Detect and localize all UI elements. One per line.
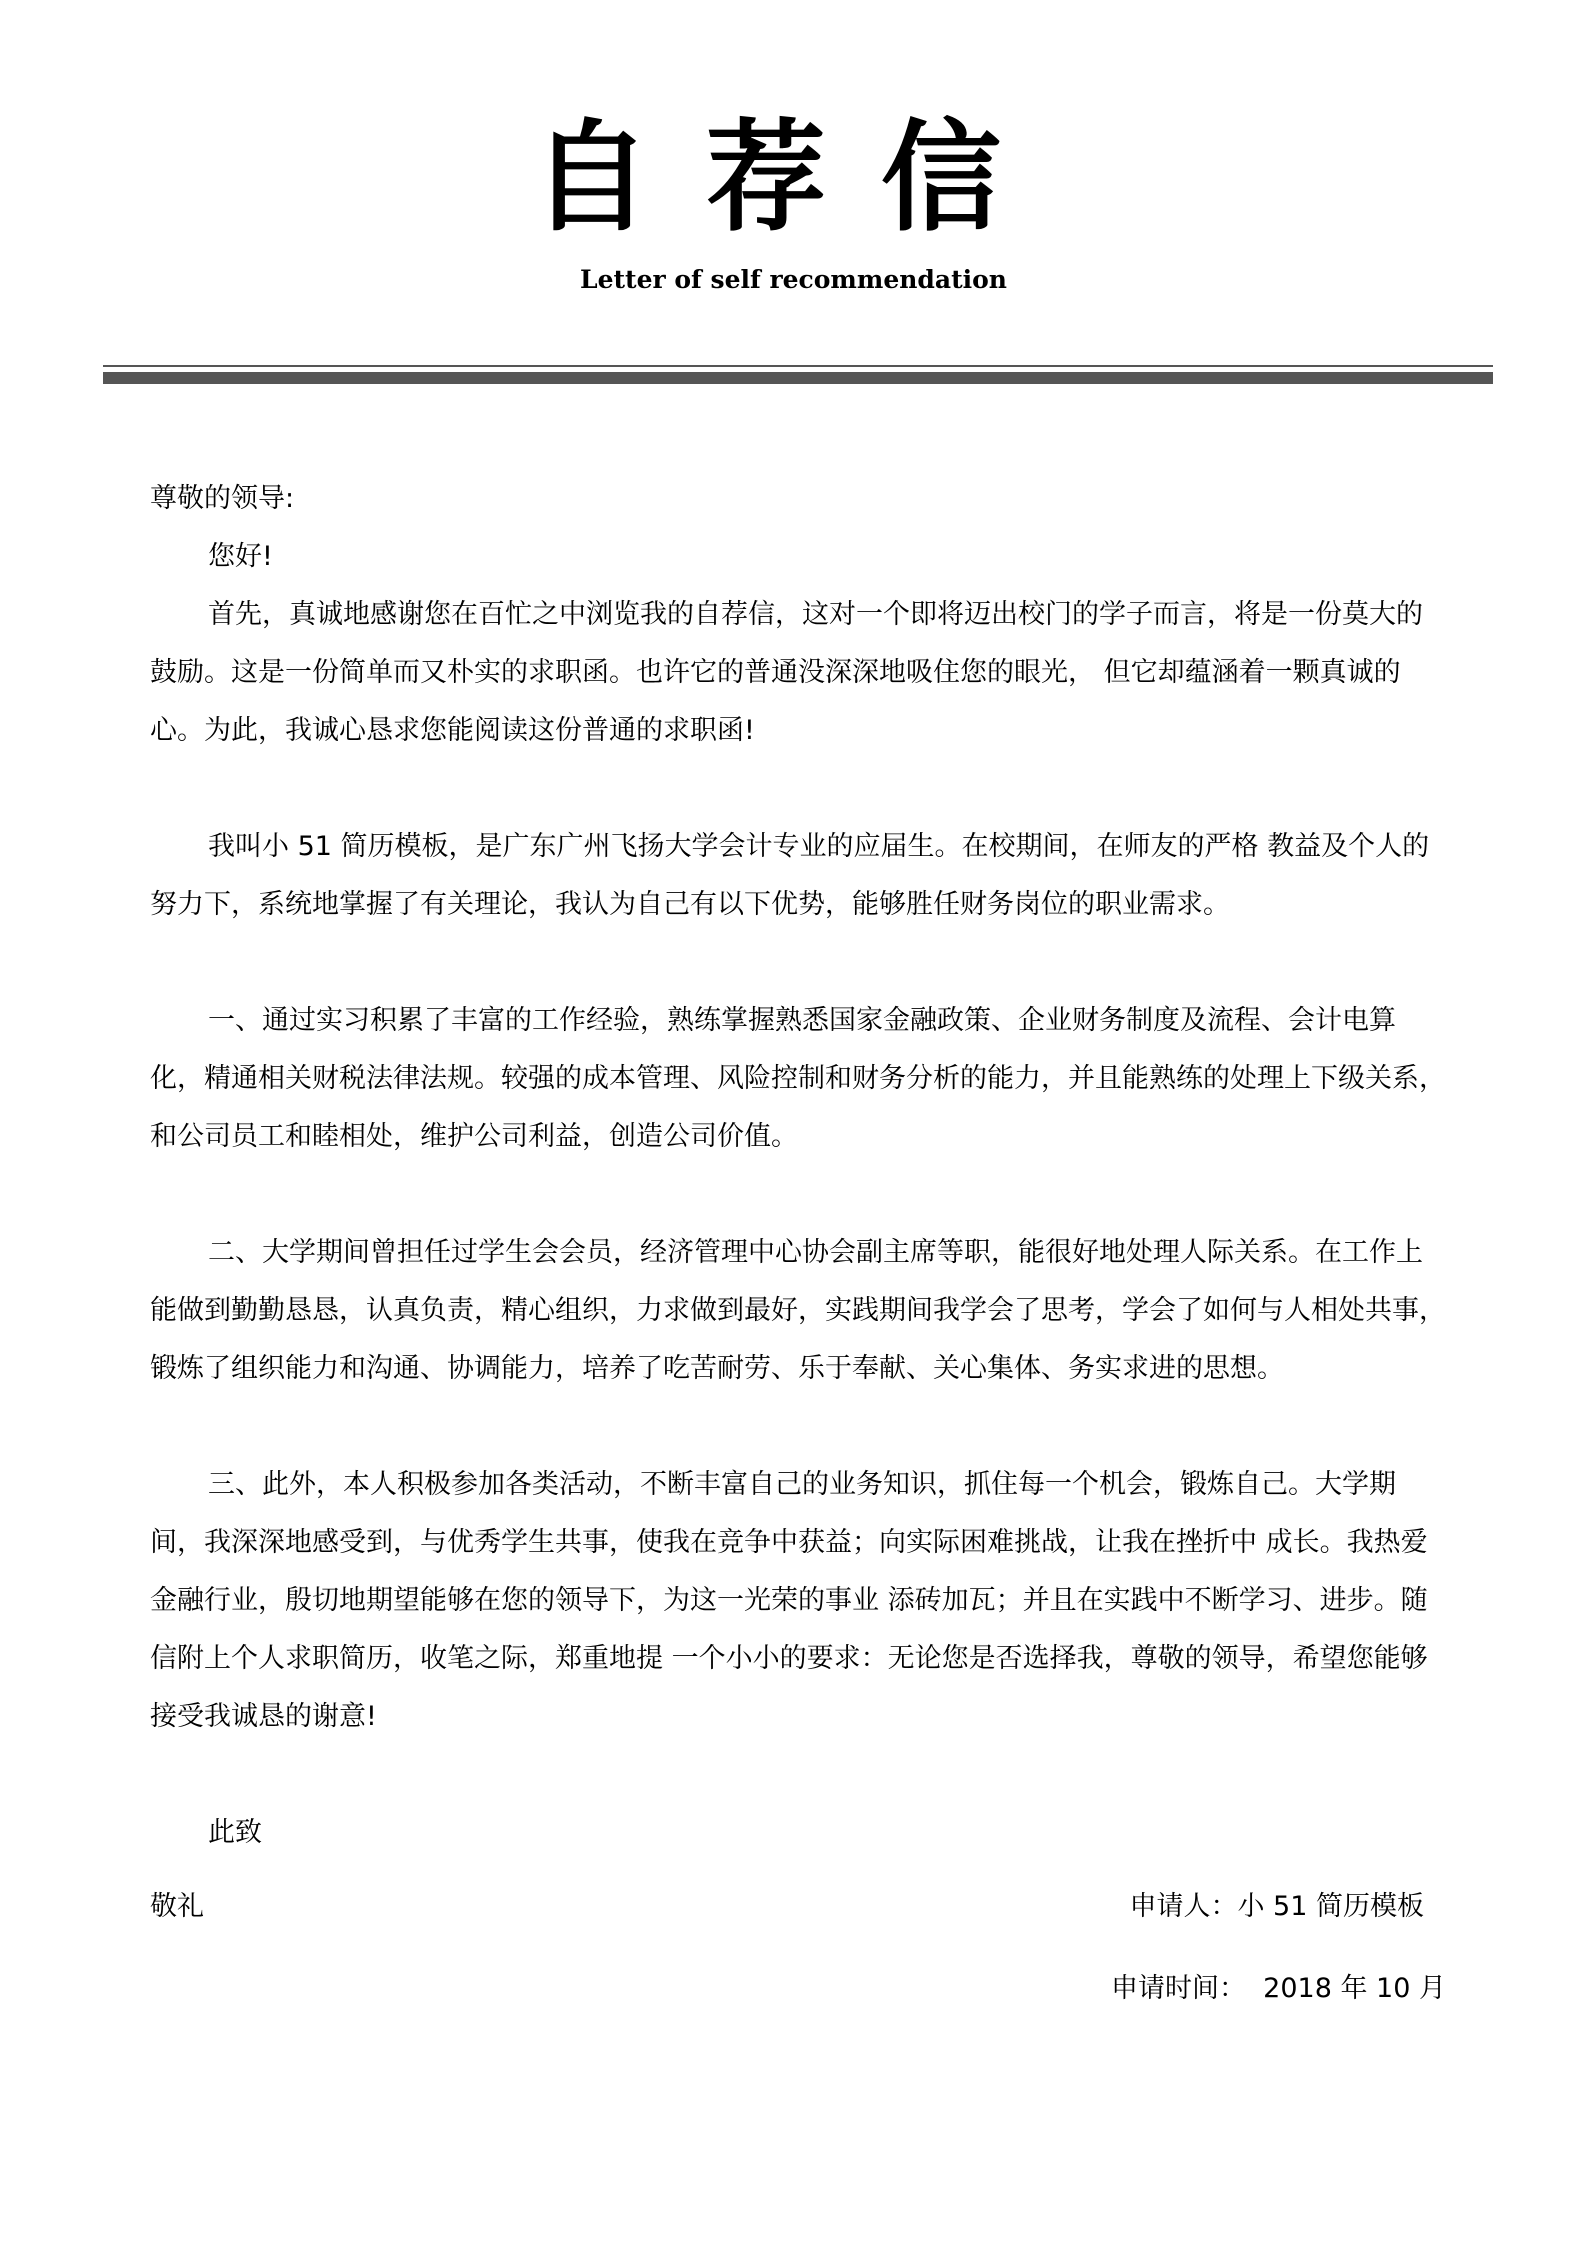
salutation: 尊敬的领导: (150, 483, 295, 514)
paragraph-strength-two: 二、大学期间曾担任过学生会会员，经济管理中心协会副主席等职，能很好地处理人际关系。在工作上能做到勤勤恳恳，认真负责，精心组织，力求做到最好，实践期间我学会了思考，学会了如何与人相处共事，锻炼了组织能力和沟通、协调能力，培养了吃苦耐劳、乐于奉献、关心集体、务实求进的思想。 (150, 1237, 1446, 1384)
closing: 此致 (208, 1817, 262, 1848)
paragraph-strength-one: 一、通过实习积累了丰富的工作经验，熟练掌握熟悉国家金融政策、企业财务制度及流程、会计电算化，精通相关财税法律法规。较强的成本管理、风险控制和财务分析的能力，并且能熟练的处理上下级关系，和公司员工和睦相处，维护公司利益，创造公司价值。 (150, 1005, 1446, 1152)
paragraph-self-introduction: 我叫小 51 简历模板，是广东广州飞扬大学会计专业的应届生。在校期间，在师友的严格 教益及个人的努力下，系统地掌握了有关理论，我认为自己有以下优势，能够胜任财务岗位的职业需求。 (150, 831, 1430, 920)
application-date: 申请时间： 2018 年 10 月 (1111, 1973, 1446, 2004)
paragraph-strength-three: 三、此外，本人积极参加各类活动，不断丰富自己的业务知识，抓住每一个机会，锻炼自己。大学期间，我深深地感受到，与优秀学生共事，使我在竞争中获益；向实际困难挑战，让我在挫折中 成长。我热爱金融行业，殷切地期望能够在您的领导下，为这一光荣的事业 添砖加瓦；并且在实践中不断学习、进步。随信附上个人求职简历，收笔之际，郑重地提 一个小小的要求：无论您是否选择我，尊敬的领导，希望您能够接受我诚恳的谢意! (150, 1469, 1428, 1732)
paragraph-intro: 首先，真诚地感谢您在百忙之中浏览我的自荐信，这对一个即将迈出校门的学子而言，将是一份莫大的鼓励。这是一份简单而又朴实的求职函。也许它的普通没深深地吸住您的眼光， 但它却蕴涵着一颗真诚的心。为此，我诚心恳求您能阅读这份普通的求职函! (150, 599, 1423, 746)
signature-row (150, 1878, 1446, 1936)
page-subtitle: Letter of self recommendation (580, 265, 1007, 294)
application-date-row (150, 1960, 1446, 2018)
applicant-name: 申请人：小 51 简历模板 (1129, 1891, 1424, 1922)
regards: 敬礼 (150, 1891, 204, 1922)
greeting: 您好! (208, 541, 273, 572)
header-divider-thick (103, 372, 1493, 384)
page-title: 自荐信 (531, 107, 1056, 248)
header-divider-thin (103, 365, 1493, 367)
letter-body (150, 470, 1446, 2018)
